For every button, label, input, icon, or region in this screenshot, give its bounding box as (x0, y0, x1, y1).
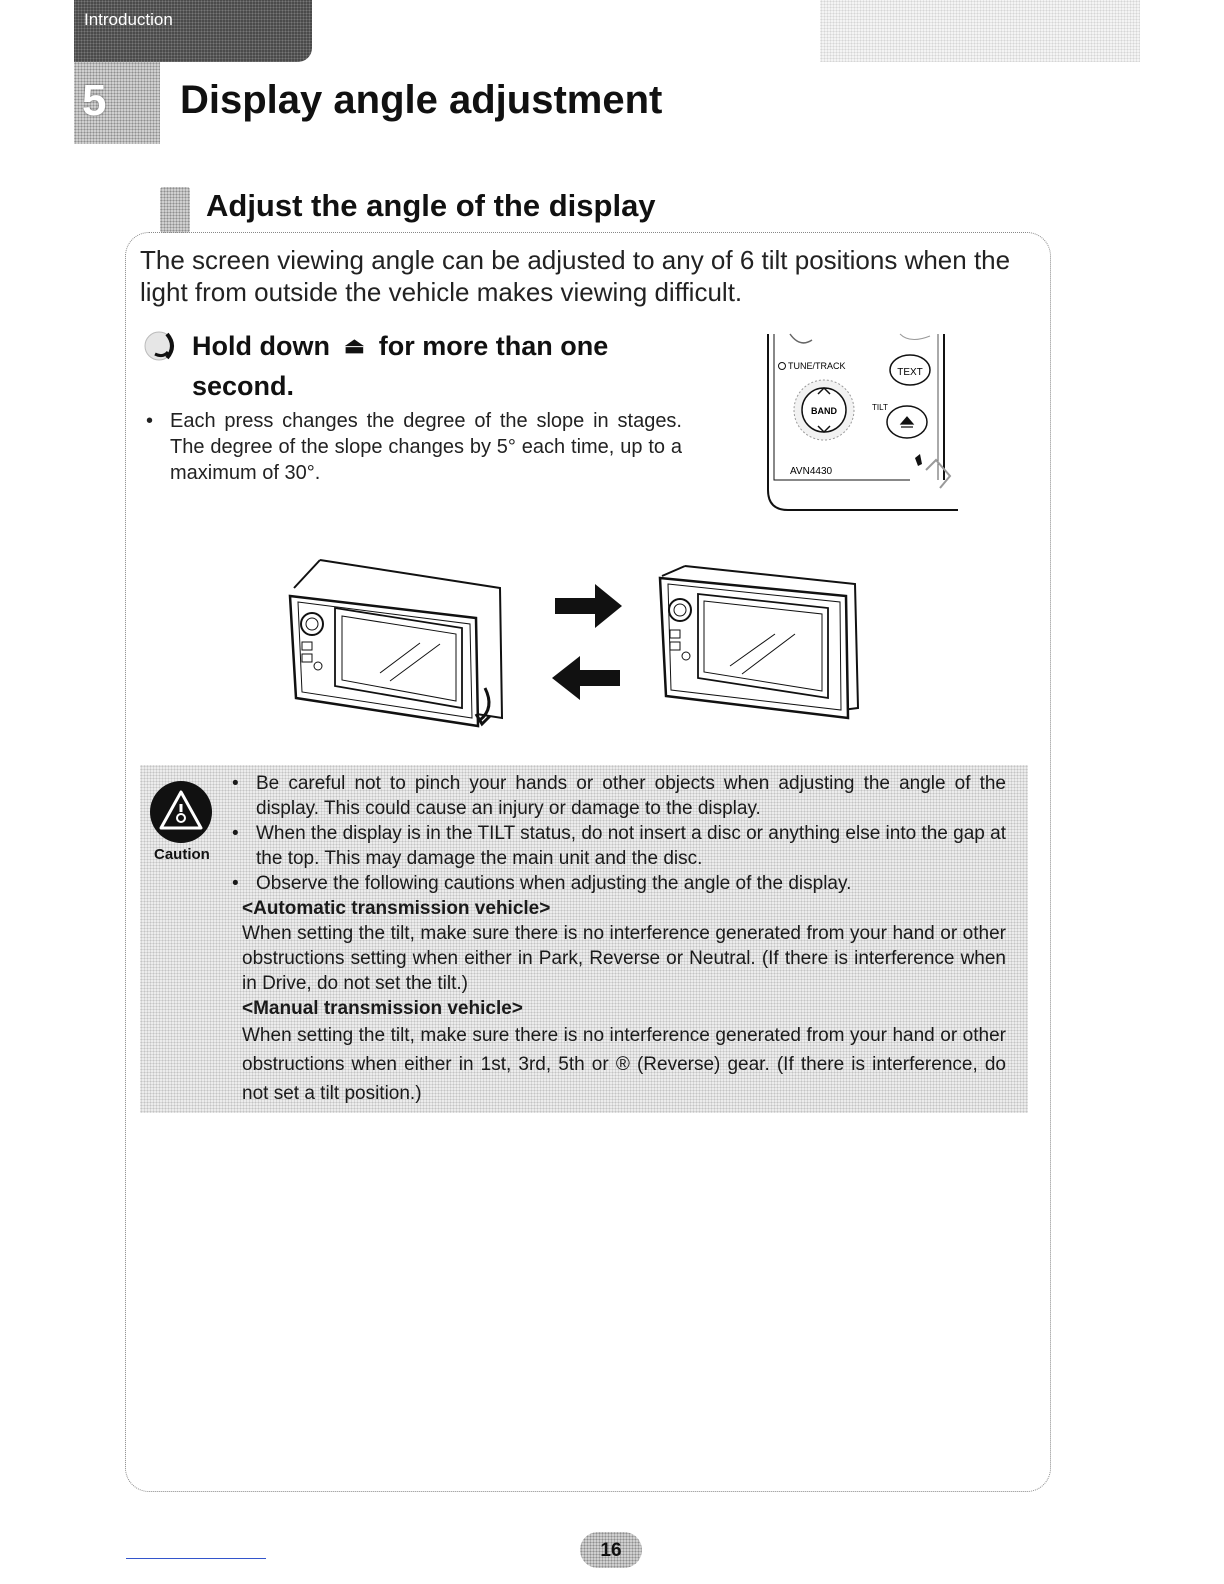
footer-rule (126, 1558, 266, 1559)
chapter-number-box (74, 62, 160, 144)
corner-decoration (820, 0, 1140, 62)
step-heading-end: for more than one second. (192, 331, 609, 401)
upright-unit-drawing (660, 566, 858, 718)
automatic-transmission-text: When setting the tilt, make sure there is no interference generated from your hand or other obstructions setting when either in Park, Reverse or Neutral. (If there is interference when in Drive, do not set the tilt.) (242, 923, 1006, 994)
manual-transmission-text (232, 1021, 1006, 1108)
caution-bullet-text: Be careful not to pinch your hands or other objects when adjusting the angle of the display. This could cause an injury or damage to the display. (256, 773, 1006, 819)
remote-model-label: AVN4430 (790, 466, 833, 477)
manual-text-start: When setting the tilt, make sure there is no interference generated from your hand or other obstructions when either in 1st, 3rd, 5th or (242, 1025, 1006, 1075)
tune-track-label: TUNE/TRACK (788, 361, 846, 371)
caution-icon (149, 780, 213, 844)
tilt-label: TILT (872, 403, 888, 412)
remote-illustration (760, 330, 965, 520)
automatic-transmission-heading: <Automatic transmission vehicle> (242, 898, 551, 919)
display-tilt-illustration (280, 548, 880, 748)
caution-bullet (232, 821, 1006, 871)
caution-bullet-text: Observe the following cautions when adjusting the angle of the display. (256, 873, 852, 894)
text-button-label: TEXT (897, 367, 923, 378)
caution-bullet-text: When the display is in the TILT status, do not insert a disc or anything else into the gap at the top. This may damage the main unit and the disc. (256, 823, 1006, 869)
manual-text-end: (Reverse) gear. (If there is interference, do not set a tilt position.) (242, 1054, 1006, 1104)
bullet-icon: • (146, 410, 154, 432)
tilted-unit-drawing (290, 560, 502, 726)
eject-icon: ⏏ (343, 333, 365, 358)
step-number-icon (143, 328, 179, 364)
step-heading (192, 326, 672, 406)
subsection-marker (160, 187, 190, 233)
section-tab-label: Introduction (84, 10, 173, 29)
step-bullet-text: Each press changes the degree of the slope in stages. The degree of the slope changes by 5° each time, up to a maximum of 30°. (170, 410, 682, 484)
reverse-gear-symbol: ® (615, 1054, 630, 1075)
chapter-number: 5 (82, 76, 107, 125)
bullet-icon: • (232, 823, 239, 844)
arrow-right-icon (555, 584, 622, 628)
band-button-label: BAND (811, 406, 837, 416)
bullet-icon: • (232, 773, 239, 794)
arrow-left-icon (552, 656, 620, 700)
caution-bullet (232, 771, 1006, 821)
caution-bullet (232, 871, 1006, 896)
step-bullet (146, 408, 682, 486)
page-title: Display angle adjustment (180, 78, 663, 122)
step-heading-start: Hold down (192, 331, 330, 361)
intro-paragraph: The screen viewing angle can be adjusted to any of 6 tilt positions when the light from outside the vehicle makes viewing difficult. (140, 245, 1011, 307)
manual-transmission-heading: <Manual transmission vehicle> (242, 998, 523, 1019)
subsection-heading: Adjust the angle of the display (206, 188, 656, 223)
caution-text (232, 771, 1006, 1108)
bullet-icon: • (232, 873, 239, 894)
section-tab (74, 0, 312, 62)
page-number: 16 (580, 1532, 642, 1568)
caution-label: Caution (154, 846, 210, 863)
